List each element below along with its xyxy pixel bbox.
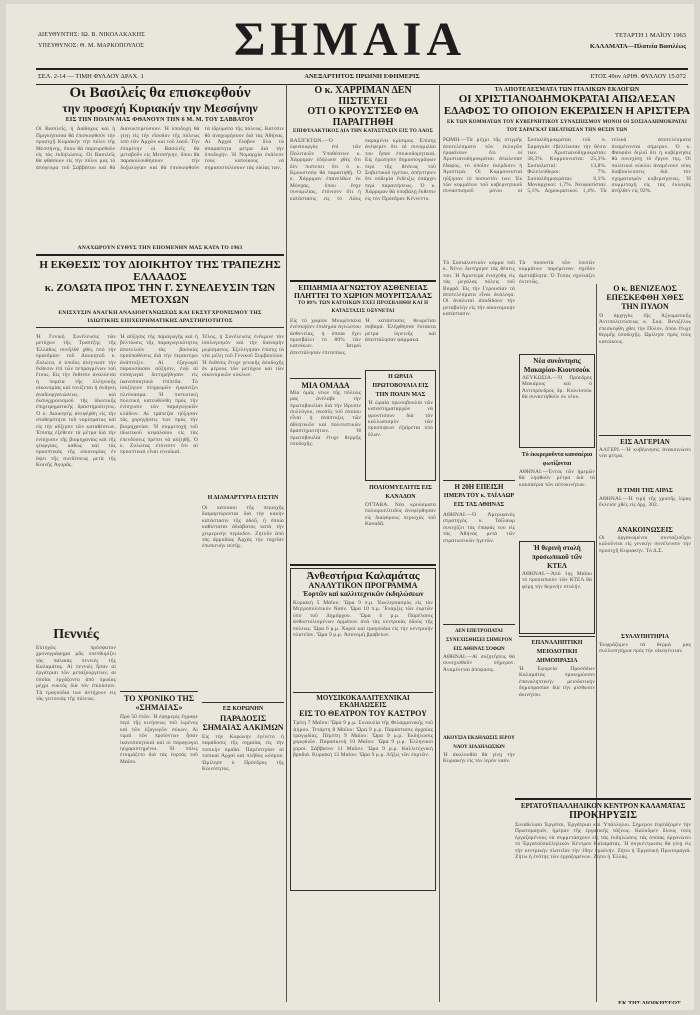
bank-col-2 [120, 334, 198, 964]
mia-omada-body-text: Μία ὁμὰς νέων τῆς πόλεώς μας ἀνέλαβε τὴν πρωτοβουλίαν διὰ τὴν ἵδρυσιν συλλόγου, σκοπὸς τοῦ ὁποίου εἶναι ἡ ἀνάπτυξις τῶν ἀθλητικῶν καὶ πολιτιστικῶν δραστηριοτήτων. Ἡ πρωτοβουλία ἔτυχε θερμῆς ὑποδοχῆς. [290, 389, 361, 447]
poliomyelitis-headline: ΠΟΛΙΟΜΥΕΛΙΤΙΣ ΕΙΣ ΚΑΝΑΔΟΝ [369, 484, 432, 500]
harriman-subhead: ΕΠΙΦΥΛΑΚΤΙΚΟΣ ΔΙΑ ΤΗΝ ΚΑΤΑΣΤΑΣΙΝ ΕΙΣ ΤΟ ΛΑΟΣ [293, 129, 433, 134]
section-rule [290, 564, 436, 566]
italy-continued-text-2: Τὰ ποσοστὰ τῶν λοιπῶν κομμάτων παρέμειναν σχεδὸν ἀμετάβλητα. Ὁ Τύπος σχολιάζει ἐκτενῶς. [519, 260, 595, 286]
ergatoypallilikon-subhead: ΠΡΟΚΗΡΥΞΙΣ [569, 810, 637, 821]
issue-number: ΕΤΟΣ 49ον ΑΡΙΘ. ΦΥΛΛΟΥ 15.072 [590, 73, 686, 80]
section-rule [519, 636, 595, 637]
ktel-body-text: ΑΘΗΝΑΙ.—Ἀπὸ 1ης Μαΐου τὸ προσωπικὸν τῶν ΚΤΕΛ θὰ φέρῃ τὴν θερινὴν στολήν. [522, 571, 592, 590]
paradosis-headline: ΠΑΡΑΔΟΣΙΣ ΣΗΜΑΙΑΣ ΑΛΚΙΜΩΝ [202, 714, 284, 732]
bank-body-text-2: Ἡ αὔξησις τῆς παραγωγῆς καὶ ἡ βελτίωσις τῆς παραγωγικότητος ἀποτελοῦν τὰς βασικὰς προϋποθέσεις διὰ τὴν περαιτέρω ἀνάπτυξιν. Αἱ ἐξαγωγαὶ παρουσίασαν αὔξησιν, ἐνῷ αἱ εἰσαγωγαὶ διετηρήθησαν εἰς ἱκανοποιητικὰ ἐπίπεδα. Τὸ ἰσοζύγιον πληρωμῶν ἐμφανίζει πλεόνασμα. Ἡ πιστωτικὴ πολιτικὴ κατευθύνθη πρὸς τὴν ἐνίσχυσιν τῶν παραγωγικῶν κλάδων. Αἱ τράπεζαι ηὔξησαν τὰς χορηγήσεις των πρὸς τὴν βιομηχανίαν. Ἡ συμμετοχὴ τοῦ ἰδιωτικοῦ κεφαλαίου εἰς τὰς ἐπενδύσεις πρέπει νὰ αὐξηθῇ. Ὁ κ. Ζολώτας ἐτόνισεν ὅτι αἱ προοπτικαὶ εἶναι εὐνοϊκαί. [120, 334, 198, 456]
venizelos-body-text: Ὁ ἀρχηγὸς τῆς Ἀξιωματικῆς Ἀντιπολιτεύσεως κ. Σοφ. Βενιζέλος ἐπεσκέφθη χθὲς τὴν Πύλον, ὅπου ἔτυχε θερμῆς ὑποδοχῆς. Ὡμίλησε πρὸς τοὺς κατοίκους. [599, 313, 691, 345]
disease-subhead: ΤΟ 80% ΤΩΝ ΚΑΤΟΙΚΩΝ ΕΧΕΙ ΠΡΟΣΒΛΗΘΗ ΚΑΙ Η ΚΑΤΑΣΤΑΣΙΣ ΟΞΥΝΕΤΑΙ [297, 300, 429, 314]
section-rule [443, 624, 515, 625]
section-rule [120, 691, 198, 692]
harriman-headline: Ο κ. ΧΑΡΡΙΜΑΝ ΔΕΝ ΠΙΣΤΕΥΕΙ [314, 85, 412, 107]
bank-body-text-3: Τέλος, ἡ Συνέλευσις ἐνέκρινε τὸν ἰσολογισμὸν καὶ τὴν διανομὴν μερίσματος. Ἐξελέγησαν ἐπίσης τὰ νέα μέλη τοῦ Γενικοῦ Συμβουλίου. Ἡ ἔκθεσις ἔτυχε γενικῆς ἀποδοχῆς ἐκ μέρους τῶν μετόχων καὶ τῶν οἰκονομικῶν κύκλων. [202, 334, 284, 379]
kings-subhead: ΕΙΣ ΤΗΝ ΠΟΛΙΝ ΜΑΣ ΦΘΑΝΟΥΝ ΤΗΝ 6 Μ. Μ. ΤΟΥ ΣΑΒΒΑΤΟΥ [65, 117, 255, 124]
epanaliptiki-headline: ΕΠΑΝΑΛΗΠΤΙΚΗ ΜΕΙΟΔΟΤΙΚΗ ΔΗΜΟΠΡΑΣΙΑ [531, 640, 583, 664]
bank-subhead: ΕΝΙΣΧΥΣΙΝ ΑΝΑΓΚΗ ΑΝΑΔΙΟΡΓΑΝΩΣΕΩΣ ΚΑΙ ΕΚΣΥΓΧΡΟΝΙΣΜΟΥ ΤΗΣ ΙΔΙΩΤΙΚΗΣ ΕΠΙΧΕΙΡΗΜΑΤΙΚΗΣ ΔΡΑΣΤΗΡΙΟΤΗΤΟΣ [58, 309, 262, 324]
makariou-headline-2: Μακαρίου-Κιουτσούκ [523, 366, 591, 374]
disease-columns [290, 318, 436, 562]
mia-omada-headline: ΜΙΑ ΟΜΑΔΑ [301, 380, 350, 390]
athens-day-line-2: ΗΜΕΡΑ ΤΟΥ κ. ΤΑΪΛΑΩΡ [443, 493, 515, 499]
harriman-body-text: ΒΑΣΙΓΚΤΩΝ.—Ὁ ὑφυπουργὸς ἐπὶ τῶν Πολιτικῶν Ὑποθέσεων κ. Χάρριμαν ἐδήλωσε χθὲς ὅτι δὲν πιστεύει ὅτι ὁ κ. Κρουστσὲφ θὰ παραιτηθῇ. Ὁ κ. Χάρριμαν ἐπανελθὼν ἐκ Μόσχας, ὅπου ἔσχε συνομιλίας, ἐτόνισεν ὅτι ἡ κατάστασις εἰς τὸ Λάος παραμένει κρίσιμος. Ἐπίσης ἀνέφερεν ὅτι αἱ συνομιλίαι του ἦσαν ἐποικοδομητικαί. Εἰς ἐρώτησιν δημοσιογράφων περὶ τῆς θέσεως τοῦ Σοβιετικοῦ ἡγέτου, ἀπήντησεν ὅτι οὐδεμία ἔνδειξις ὑπάρχει περὶ παραιτήσεως. Ὁ κ. Χάρριμαν θὰ ὑποβάλῃ ἔκθεσιν εἰς τὸν Πρόεδρον Κέννεντυ. [290, 138, 436, 202]
kings-body-text: Οἱ Βασιλεῖς, ἡ Διάδοχος καὶ ἡ Πριγκήπισσα θὰ ἐπισκεφθοῦν τὴν προσεχῆ Κυριακὴν τὴν πόλιν τῆς Μεσσήνης, ὅπου θὰ παρευρεθοῦν εἰς τὰς ἐκδηλώσεις. Οἱ Βασιλεῖς θὰ φθάσουν εἰς τὴν πόλιν μας τὸ ἀπόγευμα τοῦ Σαββάτου καὶ θὰ διανυκτερεύσουν. Ἡ ὑποδοχὴ θὰ γίνῃ εἰς τὴν εἴσοδον τῆς πόλεως ὑπὸ τῶν Ἀρχῶν καὶ τοῦ λαοῦ. Τὴν ἑπομένην οἱ Βασιλεῖς θὰ μεταβοῦν εἰς Μεσσήνην, ὅπου θὰ παρακολουθήσουν τὴν δοξολογίαν καὶ θὰ ἐπισκεφθοῦν τὰ ἱδρύματα τῆς πόλεως. Κατόπιν θὰ ἀναχωρήσουν διὰ τὰς Ἀθήνας. Αἱ Ἀρχαὶ ἔλαβον ὅλα τὰ ἀπαραίτητα μέτρα διὰ τὴν ὑποδοχήν. Ἡ Νομαρχία ἐκάλεσε τοὺς κατοίκους νὰ σημαιοστολίσουν τὰς οἰκίας των. [36, 126, 284, 171]
bank-col-3 [202, 334, 284, 924]
epitropos-headline: ΑΚΟΥΣΙΑ ΕΚΔΗΛΩΣΙΣ ΙΕΡΟΥ ΝΑΟΥ ΔΙΑΔΗΛΩΣΙΩΝ [443, 736, 515, 750]
center-block [290, 84, 436, 1004]
makariou-headline: Νέα συνάντησις [533, 357, 581, 365]
anthestiria-music: ΜΟΥΣΙΚΟΚΑΛΛΙΤΕΧΝΙΚΑΙ ΕΚΔΗΛΩΣΕΙΣ [316, 694, 410, 710]
eis-algeria-headline: ΕΙΣ ΑΛΓΕΡΙΑΝ [620, 438, 670, 446]
column-divider [439, 84, 440, 1002]
italy-pre-headline: ΤΑ ΑΠΟΤΕΛΕΣΜΑΤΑ ΤΩΝ ΙΤΑΛΙΚΩΝ ΕΚΛΟΓΩΝ [494, 87, 640, 93]
syllypitiria-body-text: Ἐκφράζομεν τὰ θερμά μας συλλυπητήρια πρὸς τὴν οἰκογένειαν. [599, 642, 691, 655]
newspaper-title: ΣΗΜΑΙΑ [233, 13, 467, 66]
venizelos-headline: Ο κ. ΒΕΝΙΖΕΛΟΣ ΕΠΕΣΚΕΦΘΗ ΧΘΕΣ ΤΗΝ ΠΥΛΟΝ [606, 284, 684, 311]
masthead-director: ΔΙΕΥΘΥΝΤΗΣ: ΙΩ. Β. ΝΙΚΟΛΑΚΑΚΗΣ [38, 32, 145, 38]
anthestiria-subhead: Ἑορτῶν καὶ καλλιτεχνικῶν ἐκδηλώσεων [302, 589, 424, 598]
athens-day-line-3: ΕΙΣ ΤΑΣ ΑΘΗΝΑΣ [453, 502, 505, 508]
anthestiria-theater: ΕΙΣ ΤΟ ΘΕΑΤΡΟΝ ΤΟΥ ΚΑΣΤΡΟΥ [299, 708, 427, 718]
anthestiria-program: ΑΝΑΛΥΤΙΚΟΝ ΠΡΟΓΡΑΜΜΑ [308, 581, 418, 591]
anthestiria-body-text: Κυριακὴ 5 Μαΐου: Ὥρα 9 π.μ. Ἐκκλησιασμὸς εἰς τὸν Μητροπολιτικὸν Ναόν. Ὥρα 10 π.μ. Ἔναρξις τῶν ἑορτῶν ὑπὸ τοῦ Δημάρχου. Ὥρα 4 μ.μ. Παρέλασις ἀνθοστολισμένων ἁρμάτων ἀνὰ τὰς κεντρικὰς ὁδοὺς τῆς πόλεως. Ὥρα 6 μ.μ. Χοροὶ καὶ τραγούδια εἰς τὴν κεντρικὴν πλατεῖαν. Ὥρα 9 μ.μ. Ἀπονομὴ βραβείων. [293, 600, 433, 639]
ekkremotita-headline: Τὸ ἐκκρεμοῦντα καυσαέρια φωτίζονται [521, 452, 593, 467]
bank-col-1 [36, 334, 116, 795]
diamartyria-headline: Η ΔΙΑΜΑΡΤΥΡΙΑ ΕΙΣΤΙΝ [207, 495, 279, 501]
kings-footer: ΑΝΑΧΩΡΟΥΝ ΕΥΘΥΣ ΤΗΝ ΕΠΟΜΕΝΗΝ ΜΑΣ ΚΑΤΑ ΤΟ 1963 [77, 245, 243, 252]
kings-headline-2: την προσεχή Κυριακήν την Μεσσήνην [62, 100, 258, 115]
athens-day-body-text: ΑΘΗΝΑΙ.—Ὁ Ἀμερικανὸς στρατηγὸς κ. Ταΐλαωρ συνεχίζει τὰς ἐπαφάς του εἰς τὰς Ἀθήνας μετὰ τῶν στρατιωτικῶν ἡγετῶν. [443, 512, 515, 544]
korone-headline: ΕΞ ΚΟΡΩΝΗΝ [222, 706, 264, 712]
section-rule [515, 798, 691, 800]
issue-date: ΤΕΤΑΡΤΗ 1 ΜΑΪΟΥ 1963 [615, 32, 686, 39]
protovoulia-body-text: Ἡ ὡραία πρωτοβουλία τῶν καταστηματαρχῶν νὰ φροντίσουν διὰ τὸν καλλωπισμὸν τῶν προσόψεων ἐξαίρεται ὑπὸ ὅλων. [368, 399, 433, 438]
section-rule [36, 254, 284, 256]
paper-tagline: ΑΝΕΞΑΡΤΗΤΟΣ ΠΡΩΙΝΗ ΕΦΗΜΕΡΙΣ [304, 73, 420, 80]
anakoinoseis-headline: ΑΝΑΚΟΙΝΩΣΕΙΣ [617, 526, 673, 534]
italy-headline: ΟΙ ΧΡΙΣΤΙΑΝΟΔΗΜΟΚΡΑΤΑΙ ΑΠΩΛΕΣΑΝ [458, 93, 676, 105]
ergatoypallilikon-headline: ΕΡΓΑΤΟΫΠΑΛΛΗΛΙΚΟΝ ΚΕΝΤΡΟΝ ΚΑΛΑΜΑΤΑΣ [520, 802, 686, 810]
bank-headline-2: κ. ΖΟΛΩΤΑ ΠΡΟΣ ΤΗΝ Γ. ΣΥΝΕΛΕΥΣΙΝ ΤΩΝ ΜΕΤΟΧΩΝ [44, 282, 276, 306]
ti-lira-body-text: ΑΘΗΝΑΙ.—Ἡ τιμὴ τῆς χρυσῆς λίρας ἔκλεισε χθὲς εἰς δρχ. 302. [599, 496, 691, 509]
penies-body-text: Εὐτυχῶς πρόσφατον χρονογράφημα μᾶς ὑπενθυμίζει τὰς παλαιὰς πεννιὲς τῆς Καλαμάτας. Αἱ πεννιὲς ἦσαν αἱ ἐργάτριαι τῶν μεταξουργείων, αἱ ὁποῖαι ἐργάζοντο ἀπὸ πρωΐας μέχρι νυκτὸς διὰ τὸν ἐπιούσιον. Τὰ τραγούδια των ἀντήχουν εἰς τὰς γειτονιὰς τῆς πόλεως. [36, 644, 116, 702]
epanaliptiki-body-text: Ἡ Ἐφορεία Προσόδων Καλαμάτας προκηρύσσει ἐπαναληπτικὴν μειοδοτικὴν δημοπρασίαν διὰ τὴν μίσθωσιν ἀκινήτου. [519, 666, 595, 698]
disease-col-1 [290, 318, 361, 562]
issue-info-bar [36, 68, 688, 85]
italy-body-text: ΡΩΜΗ.—Τὰ μέχρι τῆς στιγμῆς ἀποτελέσματα τῶν ἐκλογῶν ἐμφαίνουν ὅτι οἱ Χριστιανοδημοκράται ἀπώλεσαν ἔδαφος, τὸ ὁποῖον ἐκέρδισεν ἡ Ἀριστερά. Οἱ Κομμουνισταὶ ηὔξησαν τὸ ποσοστόν των. Ἐκ τῶν κομμάτων τοῦ κυβερνητικοῦ συνασπισμοῦ μόνοι οἱ Σοσιαλδημοκράται τοῦ κ. Σαραγκὰτ ἐβελτίωσαν τὴν θέσιν των. Χριστιανοδημοκράται: 38,3%. Κομμουνισταί: 25,3%. Σοσιαλισταί: 13,8%. Φιλελεύθεροι: 7%. Σοσιαλδημοκράται: 6,1%. Μοναρχικοί: 1,7%. Νεοφασίσται: 5,1%. Δημοκρατικοί: 1,4%. Τὰ τελικὰ ἀποτελέσματα ἀναμένονται σήμερον. Ὁ κ. Φανφάνι δηλοῖ ὅτι ἡ κυβέρνησις θὰ συνεχίσῃ τὸ ἔργον της. Οἱ πολιτικοὶ κύκλοι ἀναμένουν νέας διαβουλεύσεις διὰ τὸν σχηματισμὸν κυβερνήσεως. Ἡ συμμετοχὴ εἰς τὰς ἐκλογὰς ἀνῆλθεν εἰς 92%. [443, 137, 691, 195]
xroniko-body-text: Πρὸ 50 ἐτῶν. Ἡ ἐφημερὶς ἔγραφε περὶ τῆς κινήσεως τοῦ λιμένος καὶ τῶν ἐξαγωγῶν σύκων. Αἱ τιμαὶ τῶν προϊόντων ἦσαν ἱκανοποιητικαὶ καὶ οἱ παραγωγοὶ ηὐχαριστημένοι. Ἡ πόλις ἐτοιμάζετο διὰ τὰς ἑορτὰς τοῦ Μαΐου. [120, 714, 198, 765]
penies-headline: Πεννιές [53, 627, 99, 642]
anakoinoseis-body-text: Οἱ ὀργανωμένοι συνταξιοῦχοι καλοῦνται εἰς γενικὴν συνέλευσιν τὴν προσεχῆ Κυριακήν. Τὸ Δ.Σ. [599, 535, 691, 554]
dem-episkopos-headline: ΔΕΝ ΕΠΕΤΡΟΠΑΤΑΙ ΣΥΝΕΧΙΣΘΗΣΕΙ ΣΗΜΕΡΟΝ ΕΙΣ ΑΘΗΝΑΣ ΣΟΦΩΝ [446, 629, 512, 652]
disease-col-2 [365, 318, 436, 562]
bank-body-text: Ἡ Γενικὴ Συνέλευσις τῶν μετόχων τῆς Τραπέζης τῆς Ἑλλάδος συνῆλθε χθὲς ὑπὸ τὴν προεδρίαν τοῦ Διοικητοῦ κ. Ζολώτα, ὁ ὁποῖος ἀνέγνωσε τὴν ἔκθεσιν ἐπὶ τῶν πεπραγμένων τοῦ ἔτους. Εἰς τὴν ἔκθεσιν ἀναλύεται ἡ πορεία τῆς ἑλληνικῆς οἰκονομίας καὶ τονίζεται ἡ ἀνάγκη ἀναδιοργανώσεως καὶ ἐκσυγχρονισμοῦ τῆς ἰδιωτικῆς ἐπιχειρηματικῆς δραστηριότητος. Ὁ κ. Διοικητὴς ἀνεφέρθη εἰς τὴν σταθερότητα τοῦ νομίσματος καὶ εἰς τὴν αὔξησιν τῶν καταθέσεων. Ἐπίσης ἐξέθεσε τὰ μέτρα διὰ τὴν ἐνίσχυσιν τῆς βιομηχανίας καὶ τῆς γεωργίας, καθὼς καὶ τὰς προοπτικὰς τῆς οἰκονομίας ἐν ὄψει τῆς συνδέσεως μετὰ τῆς Κοινῆς Ἀγορᾶς. [36, 334, 116, 469]
masthead-date-block [590, 30, 686, 52]
xroniko-headline: ΤΟ ΧΡΟΝΙΚΟ ΤΗΣ «ΣΗΜΑΙΑΣ» [124, 694, 194, 712]
section-rule [443, 480, 515, 481]
paradosis-body-text: Εἰς τὴν Κορώνην ἐγένετο ἡ παράδοσις τῆς σημαίας εἰς τὴν τοπικὴν ὁμάδα. Παρέστησαν αἱ τοπικαὶ Ἀρχαὶ καὶ πλῆθος κόσμου. Ὡμίλησε ὁ Πρόεδρος τῆς Κοινότητος. [202, 734, 284, 773]
athens-day-headline: Η 20Η ΕΠΕΙΣΗ [454, 483, 504, 491]
anthestiria-theater-text: Τρίτη 7 Μαΐου: Ὥρα 9 μ.μ. Συναυλία τῆς Φιλαρμονικῆς τοῦ Δήμου. Τετάρτη 8 Μαΐου: Ὥρα 9 μ.μ. Παράστασις ἀρχαίας τραγῳδίας. Πέμπτη 9 Μαΐου: Ὥρα 9 μ.μ. Ἐκδήλωσις χορῳδιῶν. Παρασκευὴ 10 Μαΐου: Ὥρα 9 μ.μ. Ἑλληνικοὶ χοροί. Σάββατον 11 Μαΐου: Ὥρα 9 μ.μ. Καλλιτεχνικὴ βραδιά. Κυριακὴ 12 Μαΐου: Ὥρα 9 μ.μ. Λῆξις τῶν ἑορτῶν. [293, 720, 433, 759]
ktel-headline-2: προσωπικοῦ τῶν ΚΤΕΛ [531, 553, 583, 570]
bank-headline: Η ΕΚΘΕΣΙΣ ΤΟΥ ΔΙΟΙΚΗΤΟΥ ΤΗΣ ΤΡΑΠΕΖΗΣ ΕΛΛΑΔΟΣ [39, 259, 281, 283]
price-info: ΣΕΛ. 2-14 — ΤΙΜΗ ΦΥΛΛΟΥ ΔΡΑΧ. 1 [38, 73, 144, 80]
syllypitiria-headline: ΣΥΛΛΥΠΗΤΗΡΙΑ [621, 634, 669, 640]
epitropos-body-text: Ἡ ἀκολουθία θὰ γίνῃ τὴν Κυριακὴν εἰς τὸν ἱερὸν ναόν. [443, 752, 515, 765]
publisher-address: ΚΑΛΑΜΑΤΑ—Πλατεία Βασιλέως [589, 43, 686, 50]
protovoulia-box [365, 370, 436, 481]
makariou-col [519, 260, 595, 786]
harriman-headline-2: ΟΤΙ Ο ΚΡΟΥΣΤΣΕΦ ΘΑ ΠΑΡΑΙΤΗΘΗ [307, 106, 419, 128]
right-block [443, 84, 691, 1004]
section-rule [599, 435, 691, 436]
kings-headline: Οι Βασιλείς θα επισκεφθούν [69, 85, 251, 101]
anthestiria-box [290, 568, 436, 891]
makariou-box [519, 354, 595, 448]
ktel-box [519, 541, 595, 634]
ti-lira-headline: Η ΤΙΜΗ ΤΗΣ ΛΙΡΑΣ [617, 488, 673, 494]
column-divider [286, 84, 287, 1002]
left-block [36, 84, 284, 1004]
diamartyria-body-text: Οἱ κάτοικοι τῆς περιοχῆς διαμαρτύρονται διὰ τὴν κακὴν κατάστασιν τῆς ὁδοῦ, ἡ ὁποία καθίσταται ἀδιάβατος κατὰ τὴν χειμερινὴν περίοδον. Ζητοῦν ἀπὸ τὰς ἁρμοδίας Ἀρχὰς τὴν ταχεῖαν ἐπισκευὴν αὐτῆς. [202, 505, 284, 550]
italy-continued-text: Τὸ Σοσιαλιστικὸν κόμμα τοῦ κ. Νέννι διετήρησε τὰς θέσεις του. Ἡ Ἀριστερὰ ἐνισχύθη εἰς τὰς μεγάλας πόλεις τοῦ Βορρᾶ. Εἰς τὴν Γερουσίαν τὰ ἀποτελέσματα εἶναι ἀνάλογα. Οἱ ἀναλυταὶ ἀποδίδουν τὴν μεταβολὴν εἰς τὴν οἰκονομικὴν κατάστασιν. [443, 260, 515, 318]
anthestiria-headline: Ἀνθεστήρια Καλαμάτας [306, 569, 420, 582]
ergatoypallilikon-box [515, 796, 691, 1004]
disease-body-text-2: Ἡ κατάστασις θεωρεῖται σοβαρά. Ἐλήφθησαν ἔκτακτα μέτρα ὑγιεινῆς καὶ ἀπεστάλησαν φάρμακα. [365, 317, 436, 343]
masthead-responsible: ΥΠΕΥΘΥΝΟΣ: Θ. Μ. ΜΑΡΚΟΠΟΥΛΟΣ [38, 43, 144, 49]
section-rule [290, 378, 361, 379]
ergatoypallilikon-signature: ΕΚ ΤΗΣ ΔΙΟΙΚΗΣΕΩΣ [618, 1001, 681, 1004]
disease-headline: ΕΠΙΔΗΜΙΑ ΑΓΝΩΣΤΟΥ ΑΣΘΕΝΕΙΑΣ ΠΛΗΤΤΕΙ ΤΟ ΧΩΡΙΟΝ ΜΟΥΡΙΤΣΑΛΑΣ [294, 283, 432, 300]
italy-subhead: ΕΚ ΤΩΝ ΚΟΜΜΑΤΩΝ ΤΟΥ ΚΥΒΕΡΝΗΤΙΚΟΥ ΣΥΝΑΣΠΙΣΜΟΥ ΜΟΝΟΙ ΟΙ ΣΟΣΙΑΛΔΗΜΟΚΡΑΤΑΙ ΤΟΥ ΣΑΡΑΓΚΑΤ ΕΒΕΛΤΙΩΣΑΝ ΤΗΝ ΘΕΣΙΝ ΤΩΝ [447, 120, 687, 134]
eis-algeria-body-text: ΑΛΓΕΡΙ.—Ἡ κυβέρνησις ἀνακοινώνει νέα μέτρα. [599, 447, 691, 460]
section-rule [290, 280, 436, 282]
dem-episkopos-body-text: ΑΘΗΝΑΙ.—Αἱ συζητήσεις θὰ συνεχισθοῦν σήμερον. Ἀναμένεται ἀπόφασις. [443, 654, 515, 673]
ergatoypallilikon-body-text: Συνάδελφοι Ἐργάται, Ἐργάτριαι καὶ Ὑπάλληλοι. Σήμερον ἐορτάζομεν τὴν Πρωτομαγιάν, ἡμέραν τῆς ἐργατικῆς τάξεως. Καλοῦμεν ὅλους τοὺς ἐργαζομένους νὰ συμμετάσχουν εἰς τὰς ἐκδηλώσεις τὰς ὁποίας ὀργανώνει τὸ Ἐργατοϋπαλληλικὸν Κέντρον Καλαμάτας. Ἡ συγκέντρωσις θὰ γίνῃ εἰς τὴν κεντρικὴν πλατεῖαν τὴν 10ην πρωϊνήν. Ζήτω ἡ Ἐργατικὴ Πρωτομαγιά. Ζήτω ἡ ἑνότης τῶν ἐργαζομένων. Ζήτω ἡ Ἑλλάς. [515, 822, 691, 861]
poliomyelitis-body-text: ΟΤΤΑΒΑ. Νέα κρούσματα πολιομυελίτιδος ἀνεφέρθησαν εἰς διαφόρους περιοχὰς τοῦ Καναδᾶ. [365, 501, 436, 527]
ekkremotita-body-text: ΑΘΗΝΑΙ.—Ἐντὸς τῶν ἡμερῶν θὰ ληφθοῦν μέτρα διὰ τὰ καυσαέρια τῶν αὐτοκινήτων. [519, 469, 595, 488]
athens-day-col [443, 260, 515, 822]
disease-body-text: Εἰς τὸ χωρίον Μουρίτσαλα ἐνέσκηψεν ἐπιδημία ἀγνώστου ἀσθενείας, ἡ ὁποία ἔχει προσβάλει τὸ 80% τῶν κατοίκων. Ἰατροὶ ἀπεστάλησαν ἐπιτοπίως. [290, 317, 361, 356]
section-rule [202, 702, 284, 703]
italy-headline-2: ΕΔΑΦΟΣ ΤΟ ΟΠΟΙΟΝ ΕΚΕΡΔΙΣΕΝ Η ΑΡΙΣΤΕΡΑ [443, 104, 691, 117]
makariou-body-text: ΛΕΥΚΩΣΙΑ.—Ὁ Πρόεδρος Μακάριος καὶ ὁ Ἀντιπρόεδρος δρ. Κιουτσοὺκ θὰ συναντηθοῦν ἐκ νέου. [522, 375, 592, 401]
protovoulia-headline: Η ΩΡΑΙΑ ΠΡΩΤΟΒΟΥΛΙΑ ΕΙΣ ΤΗΝ ΠΟΛΙΝ ΜΑΣ [372, 373, 429, 398]
section-rule [36, 327, 284, 328]
ktel-headline: Ἡ θερινὴ στολὴ [533, 544, 581, 552]
venizelos-col [599, 284, 691, 687]
newspaper-page [6, 4, 694, 1010]
section-rule [293, 692, 433, 693]
